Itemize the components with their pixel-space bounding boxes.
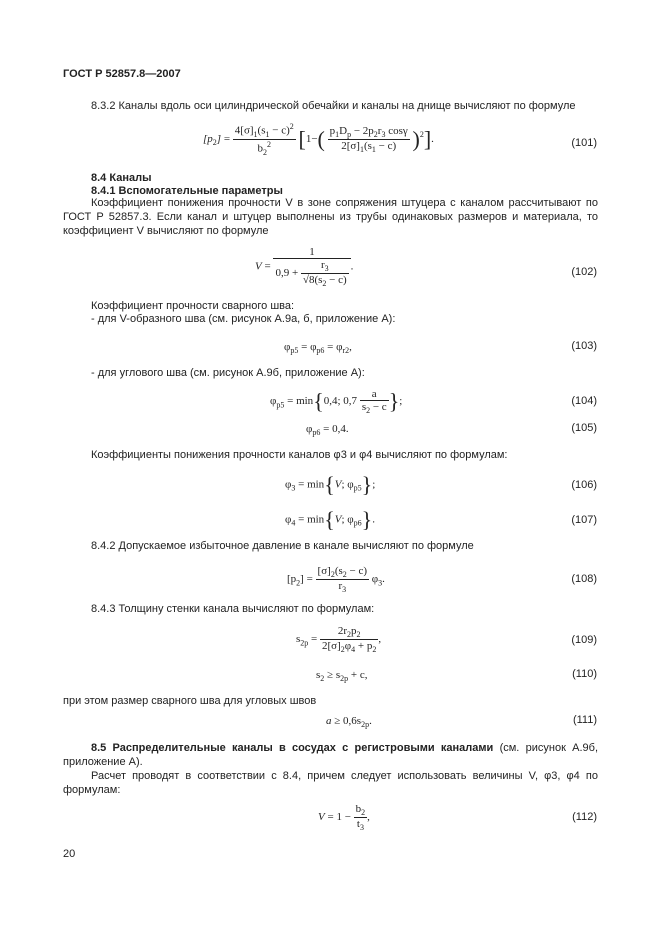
formula-101: $[p_2]$ = $\frac{4[\sigma]_1(s_1 - c)^2}{b_2^2}$ [1−( $\frac{p_1D_p - 2p_2r_3 \cos\gamma}{2[\sigma]_1(s_1 - c)}$ )$^2$]. xyxy=(203,122,434,157)
eq-number-105: (105) xyxy=(571,422,597,434)
eq-number-103: (103) xyxy=(571,340,597,352)
eq-number-109: (109) xyxy=(571,634,597,646)
eq-number-112: (112) xyxy=(572,811,597,823)
eq-number-107: (107) xyxy=(571,514,597,526)
eq-number-108: (108) xyxy=(571,573,597,585)
document-header: ГОСТ Р 52857.8—2007 xyxy=(63,68,181,80)
formula-103: $\varphi_{p5} = \varphi_{p6} = \varphi_{r2}$, xyxy=(284,341,352,356)
formula-109: $s_{2p}$ = $\frac{2r_2p_2}{2[\sigma]_2\varphi_4 + p_2}$ , xyxy=(296,625,382,655)
formula-102: V = 1 0,9 + $\frac{r_3}{√8(s_2 - c)}$ . xyxy=(255,246,354,289)
section-8-4-title: 8.4 Каналы xyxy=(91,172,152,184)
section-8-5-reference: (см. рисунок А.9б, приложение А). xyxy=(63,742,598,768)
eq-number-102: (102) xyxy=(571,266,597,278)
section-8-5-calculation-text: Расчет проводят в соответствии с 8.4, причем следует использовать величины V, φ3, φ4 по формулам: xyxy=(63,770,598,796)
section-8-4-1-title: 8.4.1 Вспомогательные параметры xyxy=(91,185,283,197)
v-weld-label: - для V-образного шва (см. рисунок А.9а, б, приложение А): xyxy=(91,313,396,325)
corner-weld-label: - для углового шва (см. рисунок А.9б, приложение А): xyxy=(91,367,365,379)
formula-112: V = 1 − $\frac{b_2}{t_3}$ , xyxy=(318,803,370,833)
formula-111: $a \ge 0,6s_{2p}$. xyxy=(326,715,372,730)
formula-107: $\varphi_4 = \min\{V$; $\varphi_{p6}$}. xyxy=(285,507,375,532)
eq-number-101: (101) xyxy=(571,137,597,149)
weld-coefficient-label: Коэффициент прочности сварного шва: xyxy=(91,300,295,312)
coefficients-text: Коэффициенты понижения прочности каналов φ3 и φ4 вычисляют по формулам: xyxy=(91,449,508,461)
section-8-4-2: 8.4.2 Допускаемое избыточное давление в канале вычисляют по формуле xyxy=(91,540,474,552)
section-8-5-title: 8.5 Распределительные каналы в сосудах с регистровыми каналами xyxy=(91,742,494,754)
formula-104: $\varphi_{p5} = \min\{0,4$; 0,7 $\frac{a}{s_2 - c}$ }; xyxy=(270,388,403,416)
weld-size-text: при этом размер сварного шва для угловых швов xyxy=(63,695,317,707)
section-8-3-2: 8.3.2 Каналы вдоль оси цилиндрической обечайки и каналы на днище вычисляют по формуле xyxy=(91,100,576,112)
formula-105: $\varphi_{p6} = 0,4$. xyxy=(306,423,349,438)
formula-110: $s_2 \ge s_{2p} + c$, xyxy=(316,669,368,684)
formula-106: $\varphi_3 = \min\{V$; $\varphi_{p5}$}; xyxy=(285,472,376,497)
eq-number-104: (104) xyxy=(571,395,597,407)
page-number: 20 xyxy=(63,848,76,860)
formula-108: $[p_2]$ = $\frac{[\sigma]_2(s_2 - c)}{r_3}$ $\varphi_3$. xyxy=(287,565,385,595)
section-8-4-3: 8.4.3 Толщину стенки канала вычисляют по формулам: xyxy=(91,603,375,615)
section-8-4-1-paragraph: Коэффициент понижения прочности V в зоне сопряжения штуцера с каналом рассчитывают по ГОСТ Р 52857.3. Если канал и штуцер выполнены из трубы одинаковых размеров и материала, то коэффициент V вычисляют по формуле xyxy=(63,197,598,237)
section-8-5-paragraph xyxy=(63,741,598,769)
eq-number-110: (110) xyxy=(572,668,597,680)
eq-number-111: (111) xyxy=(572,714,597,726)
eq-number-106: (106) xyxy=(571,479,597,491)
